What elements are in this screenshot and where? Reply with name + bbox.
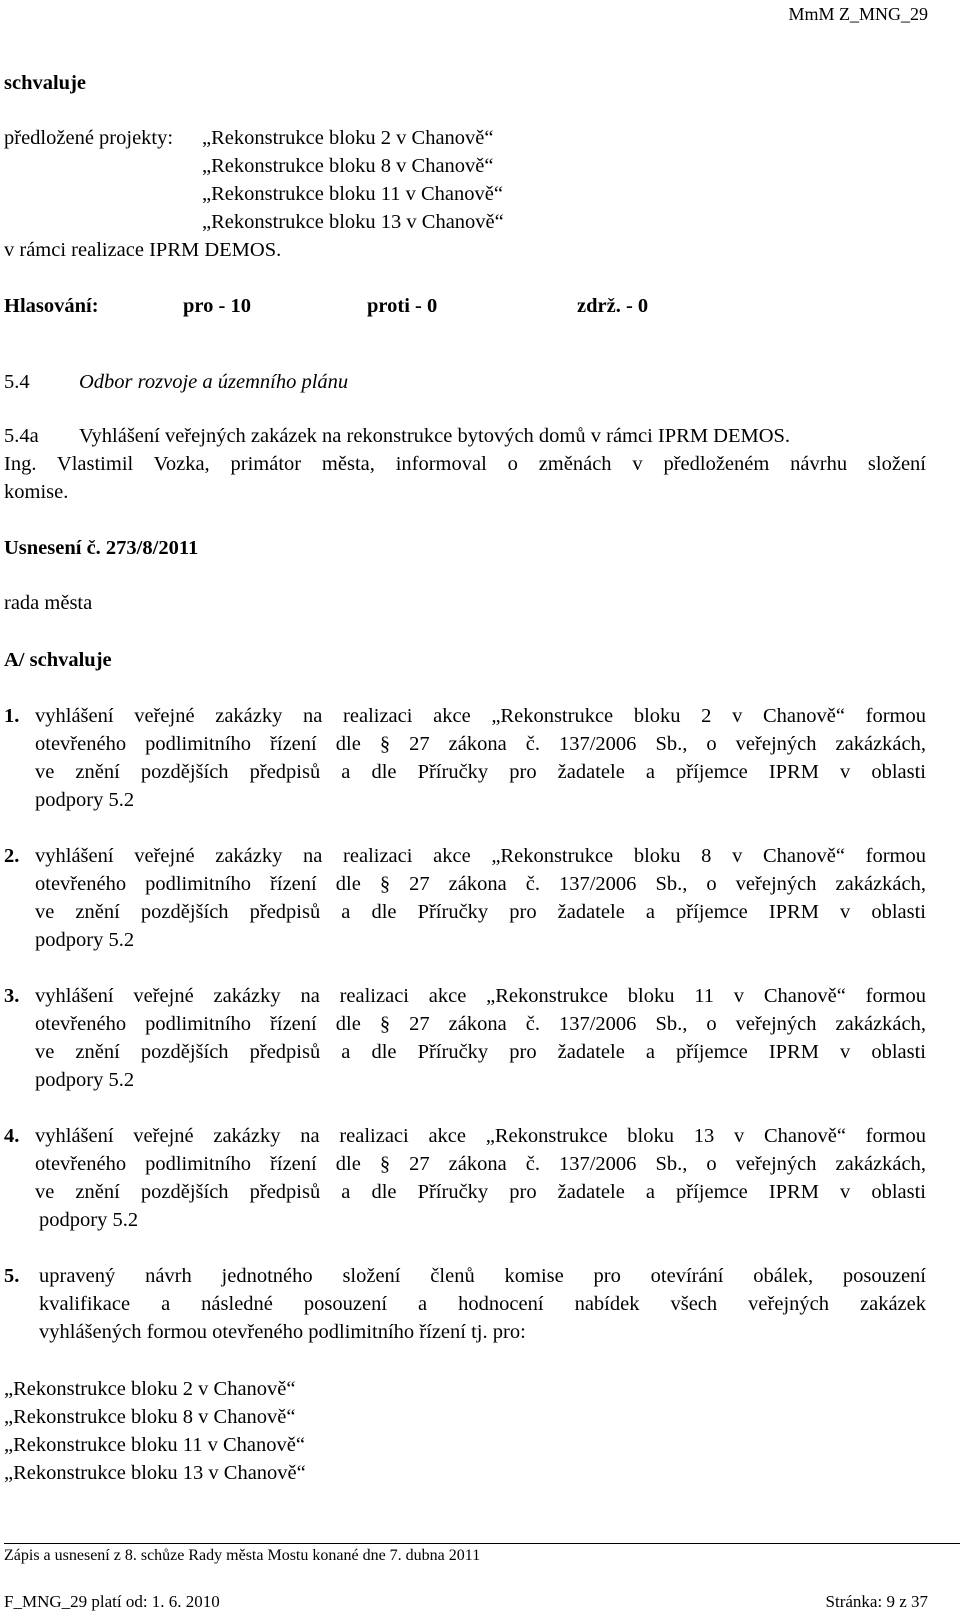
item-number: 2.	[4, 845, 20, 867]
item-line: ve znění pozdějších předpisů a dle Příručky pro žadatele a příjemce IPRM v oblasti	[35, 1041, 926, 1063]
item-number: 4.	[4, 1125, 20, 1147]
footer-page-number: Stránka: 9 z 37	[825, 1592, 928, 1611]
subsection-number: 5.4a	[4, 425, 39, 447]
resolution-part: A/ schvaluje	[4, 649, 112, 671]
item-number: 1.	[4, 705, 20, 727]
vote-label: Hlasování:	[4, 295, 99, 317]
item-line: ve znění pozdějších předpisů a dle Příručky pro žadatele a příjemce IPRM v oblasti	[35, 761, 926, 783]
resolution-title: Usnesení č. 273/8/2011	[4, 537, 199, 559]
vote-against: proti - 0	[367, 295, 438, 317]
item-line: otevřeného podlimitního řízení dle § 27 zákona č. 137/2006 Sb., o veřejných zakázkách,	[35, 733, 926, 755]
subsection-title: Vyhlášení veřejných zakázek na rekonstrukce bytových domů v rámci IPRM DEMOS.	[79, 425, 791, 447]
item-line: ve znění pozdějších předpisů a dle Příručky pro žadatele a příjemce IPRM v oblasti	[35, 901, 926, 923]
item-line: podpory 5.2	[35, 789, 135, 811]
intro-text-end: komise.	[4, 481, 69, 503]
item-line: vyhlášených formou otevřeného podlimitního řízení tj. pro:	[39, 1321, 526, 1343]
project-item: „Rekonstrukce bloku 13 v Chanově“	[202, 211, 504, 233]
project-item: „Rekonstrukce bloku 2 v Chanově“	[202, 127, 494, 149]
intro-text: Ing. Vlastimil Vozka, primátor města, informoval o změnách v předloženém návrhu složení	[4, 453, 926, 475]
footer-validity: F_MNG_29 platí od: 1. 6. 2010	[4, 1592, 220, 1611]
item-number: 5.	[4, 1265, 20, 1287]
section-title: Odbor rozvoje a územního plánu	[79, 371, 349, 393]
project-list-item: „Rekonstrukce bloku 13 v Chanově“	[4, 1462, 306, 1484]
item-line: otevřeného podlimitního řízení dle § 27 zákona č. 137/2006 Sb., o veřejných zakázkách,	[35, 1153, 926, 1175]
item-line: upravený návrh jednotného složení členů komise pro otevírání obálek, posouzení	[39, 1265, 926, 1287]
item-line: otevřeného podlimitního řízení dle § 27 zákona č. 137/2006 Sb., o veřejných zakázkách,	[35, 1013, 926, 1035]
approve-heading: schvaluje	[4, 72, 86, 94]
item-line: vyhlášení veřejné zakázky na realizaci akce „Rekonstrukce bloku 8 v Chanově“ formou	[35, 845, 926, 867]
project-list-item: „Rekonstrukce bloku 2 v Chanově“	[4, 1378, 296, 1400]
project-list-item: „Rekonstrukce bloku 8 v Chanově“	[4, 1406, 296, 1428]
resolution-body: rada města	[4, 592, 93, 614]
item-line: vyhlášení veřejné zakázky na realizaci akce „Rekonstrukce bloku 11 v Chanově“ formou	[35, 985, 926, 1007]
footer-divider	[4, 1543, 960, 1544]
vote-abstain: zdrž. - 0	[577, 295, 649, 317]
item-line: podpory 5.2	[35, 1069, 135, 1091]
projects-context: v rámci realizace IPRM DEMOS.	[4, 239, 282, 261]
item-line: podpory 5.2	[39, 1209, 139, 1231]
vote-for: pro - 10	[183, 295, 251, 317]
project-item: „Rekonstrukce bloku 8 v Chanově“	[202, 155, 494, 177]
item-number: 3.	[4, 985, 20, 1007]
item-line: vyhlášení veřejné zakázky na realizaci akce „Rekonstrukce bloku 2 v Chanově“ formou	[35, 705, 926, 727]
item-line: kvalifikace a následné posouzení a hodnocení nabídek všech veřejných zakázek	[39, 1293, 926, 1315]
item-line: vyhlášení veřejné zakázky na realizaci akce „Rekonstrukce bloku 13 v Chanově“ formou	[35, 1125, 926, 1147]
project-list-item: „Rekonstrukce bloku 11 v Chanově“	[4, 1434, 305, 1456]
section-number: 5.4	[4, 371, 30, 393]
item-line: otevřeného podlimitního řízení dle § 27 zákona č. 137/2006 Sb., o veřejných zakázkách,	[35, 873, 926, 895]
item-line: ve znění pozdějších předpisů a dle Příručky pro žadatele a příjemce IPRM v oblasti	[35, 1181, 926, 1203]
project-item: „Rekonstrukce bloku 11 v Chanově“	[202, 183, 503, 205]
footer-minutes: Zápis a usnesení z 8. schůze Rady města Mostu konané dne 7. dubna 2011	[4, 1547, 481, 1564]
item-line: podpory 5.2	[35, 929, 135, 951]
projects-label: předložené projekty:	[4, 127, 174, 149]
document-code: MmM Z_MNG_29	[788, 4, 928, 24]
